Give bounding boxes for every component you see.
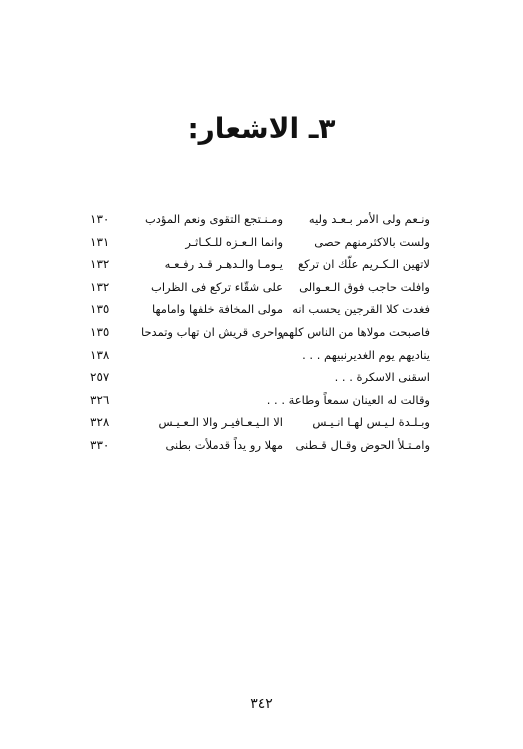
page-reference: ١٣٢ <box>90 257 110 272</box>
page-reference: ١٣٥ <box>90 324 110 339</box>
verse-first-half: ولست بالاكثرمنهم حصى <box>314 234 430 249</box>
list-item <box>0 415 523 438</box>
list-item <box>0 257 523 280</box>
page-reference: ١٣٢ <box>90 279 110 294</box>
verse-first-half: وبـلـدة لـيـس لهـا انـيـس <box>312 415 430 430</box>
list-item <box>0 370 523 393</box>
list-item <box>0 393 523 416</box>
page-reference: ٣٢٨ <box>90 415 110 430</box>
verse-second-half: الا الـيـعـافيـر والا الـعـيـس <box>158 415 283 430</box>
list-item <box>0 212 523 235</box>
verse-first-half: يناديهم يوم الغديرنبيهم . . . <box>302 347 430 362</box>
list-item <box>0 302 523 325</box>
page-reference: ٢٥٧ <box>90 370 110 385</box>
list-item <box>0 348 523 371</box>
verse-first-half: لاتهين الـكـريم علّك ان تركع <box>297 257 430 272</box>
verse-second-half: وانما الـعـزه للـكـاثـر <box>185 234 283 249</box>
page-reference: ١٣٠ <box>90 212 110 226</box>
list-item <box>0 325 523 348</box>
verse-second-half: مهلا رو يداً قدملأت بطنى <box>165 437 283 452</box>
page-reference: ١٣١ <box>90 234 110 249</box>
list-item <box>0 438 523 461</box>
verse-first-half: اسقنى الاسكرة . . . <box>334 370 430 385</box>
verse-second-half: على شقّاء تركع فى الظراب <box>151 279 283 294</box>
page-reference: ١٣٥ <box>90 302 110 317</box>
verse-first-half: وافلت حاجب فوق الـعـوالى <box>299 279 430 294</box>
verse-second-half: واحرى قريش ان تهاب وتمدحا <box>140 324 283 339</box>
page-reference: ٣٢٦ <box>90 392 110 407</box>
page-reference: ١٣٨ <box>90 347 110 362</box>
verse-second-half: يـومـا والـدهـر قـد رفـعـه <box>164 257 283 272</box>
list-item <box>0 280 523 303</box>
verse-first-half: فغدت كلا القرجين يحسب انه <box>292 302 430 317</box>
verse-first-half: وقالت له العينان سمعاً وطاعة . . . <box>266 392 430 407</box>
verse-second-half: ومـنـتجع التقوى ونعم المؤدب <box>144 212 283 226</box>
poetry-index-list <box>0 212 523 461</box>
section-heading: ٣ـ الاشعار: <box>187 112 336 145</box>
list-item <box>0 235 523 258</box>
verse-first-half: وامـتـلأ الحوض وقـال قـطنى <box>295 437 430 452</box>
page-reference: ٣٣٠ <box>90 437 110 452</box>
page-number: ٣٤٢ <box>250 696 273 712</box>
verse-second-half: مولى المخافة خلفها وامامها <box>151 302 283 317</box>
verse-first-half: ونـعم ولى الأمر بـعـد وليه <box>308 212 430 226</box>
verse-first-half: فاصبحت مولاها من الناس كلهم <box>281 324 430 339</box>
